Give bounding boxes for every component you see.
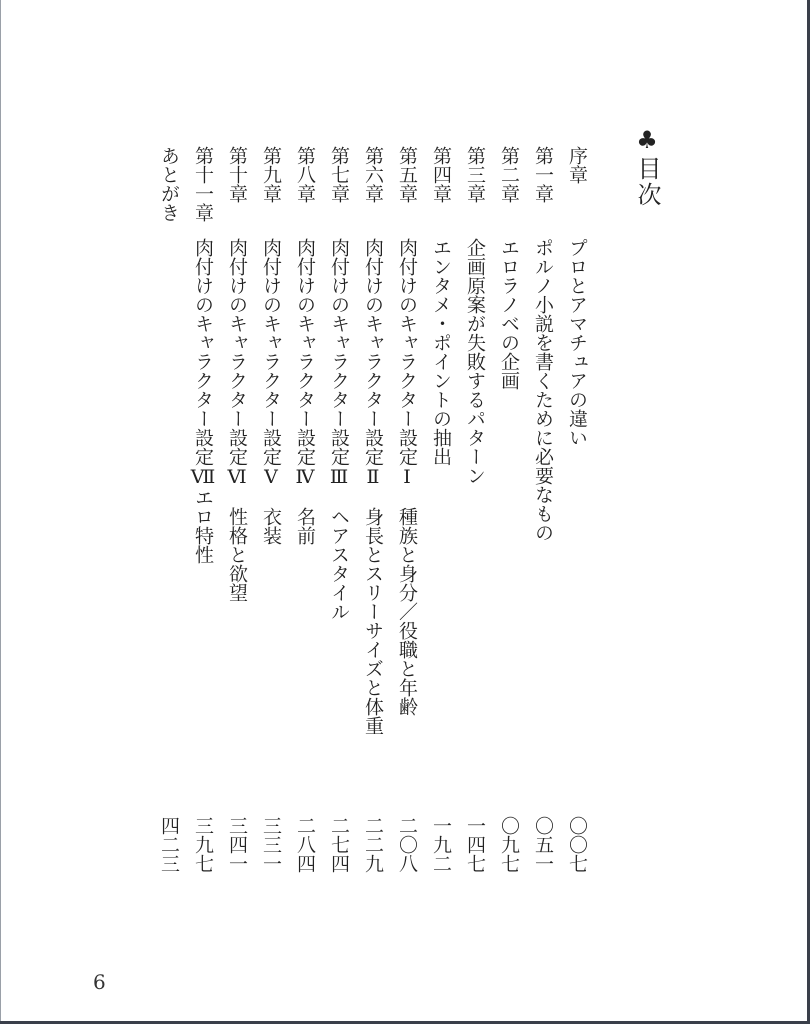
toc-entry-chapter-7: [324, 146, 354, 886]
page-number: 6: [93, 970, 106, 994]
toc-chapter-title: 肉付けのキャラクター設定Ⅴ 衣装: [260, 238, 282, 545]
toc-page-number: 四二三: [158, 816, 180, 873]
toc-chapter-label: 第四章: [430, 146, 452, 203]
toc-chapter-title: プロとアマチュアの違い: [566, 238, 588, 447]
toc-chapter-title: 肉付けのキャラクター設定Ⅳ 名前: [294, 238, 316, 545]
toc-page-number: 二〇八: [396, 816, 418, 873]
toc-heading-text: 目次: [633, 156, 661, 208]
toc-entry-chapter-6: [358, 146, 388, 886]
toc-chapter-title: 肉付けのキャラクター設定Ⅱ 身長とスリーサイズと体重: [362, 238, 384, 735]
toc-chapter-label: 第十章: [226, 146, 248, 203]
toc-chapter-title: 企画原案が失敗するパターン: [464, 238, 486, 485]
toc-heading: [630, 126, 664, 208]
toc-page-number: 三九七: [192, 816, 214, 873]
toc-entry-chapter-11: [188, 146, 218, 886]
toc-chapter-title: ポルノ小説を書くために必要なもの: [532, 238, 554, 542]
toc-entry-chapter-3: [460, 146, 490, 886]
toc-chapter-label: 第二章: [498, 146, 520, 203]
toc-entry-chapter-8: [290, 146, 320, 886]
toc-chapter-label: 第九章: [260, 146, 282, 203]
toc-page-number: 二七四: [328, 816, 350, 873]
toc-chapter-label: 第一章: [532, 146, 554, 203]
toc-entry-chapter-5: [392, 146, 422, 886]
toc-entry-chapter-2: [494, 146, 524, 886]
toc-page-number: 〇九七: [498, 816, 520, 873]
toc-entry-chapter-10: [222, 146, 252, 886]
toc-chapter-label: 序章: [566, 146, 588, 184]
toc-chapter-label: 第六章: [362, 146, 384, 203]
toc-chapter-title: エロラノベの企画: [498, 238, 520, 390]
toc-page-number: 二八四: [294, 816, 316, 873]
toc-page-number: 一九二: [430, 816, 452, 873]
toc-chapter-title: 肉付けのキャラクター設定Ⅵ 性格と欲望: [226, 238, 248, 602]
toc-page-number: 一四七: [464, 816, 486, 873]
toc-chapter-label: 第十一章: [192, 146, 214, 222]
toc-chapter-label: あとがき: [158, 146, 180, 222]
toc-page-number: 三四一: [226, 816, 248, 873]
toc-chapter-title: 肉付けのキャラクター設定Ⅲ ヘアスタイル: [328, 238, 350, 621]
toc-entry-afterword: [154, 146, 184, 886]
toc-chapter-label: 第七章: [328, 146, 350, 203]
toc-entry-chapter-4: [426, 146, 456, 886]
toc-chapter-label: 第五章: [396, 146, 418, 203]
toc-entry-chapter-9: [256, 146, 286, 886]
toc-page-number: 〇五一: [532, 816, 554, 873]
toc-chapter-title: 肉付けのキャラクター設定Ⅶエロ特性: [192, 238, 214, 564]
toc-chapter-label: 第八章: [294, 146, 316, 203]
toc-chapter-title: エンタメ・ポイントの抽出: [430, 238, 452, 466]
club-suit-icon: ♣: [633, 126, 661, 156]
toc-chapter-title: 肉付けのキャラクター設定Ⅰ 種族と身分／役職と年齢: [396, 238, 418, 716]
toc-chapter-label: 第三章: [464, 146, 486, 203]
page-left-edge: [0, 0, 1, 1024]
toc-page-number: 〇〇七: [566, 816, 588, 873]
toc-entry-chapter-1: [528, 146, 558, 886]
toc-page-number: 三三一: [260, 816, 282, 873]
toc-page-number: 二二九: [362, 816, 384, 873]
toc-entry-prologue: [562, 146, 592, 886]
